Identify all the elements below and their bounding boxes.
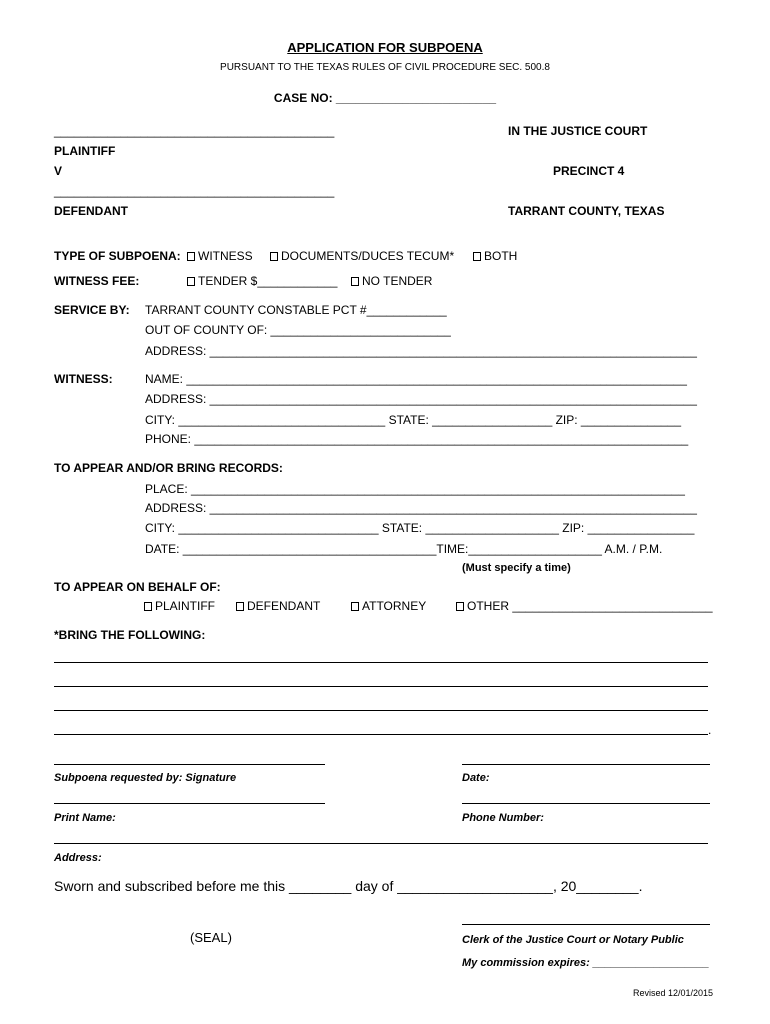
form-title: APPLICATION FOR SUBPOENA (287, 40, 483, 55)
defendant-name-line[interactable]: __________________________________________ (54, 184, 335, 198)
revised-date: Revised 12/01/2015 (633, 988, 714, 998)
witness-checkbox[interactable]: WITNESS (187, 249, 253, 263)
checkbox-icon (351, 602, 359, 611)
precinct-label: PRECINCT 4 (553, 164, 625, 178)
witness-address-field[interactable]: ADDRESS: _________________________________________________________________________ (145, 392, 697, 406)
witness-name-field[interactable]: NAME: ___________________________________________________________________________ (145, 372, 687, 386)
checkbox-icon (456, 602, 464, 611)
checkbox-icon (144, 602, 152, 611)
defendant-label: DEFENDANT (54, 204, 128, 218)
checkbox-icon (473, 252, 481, 261)
behalf-of-label: TO APPEAR ON BEHALF OF: (54, 580, 221, 594)
justice-court-label: IN THE JUSTICE COURT (508, 124, 648, 138)
form-subtitle: PURSUANT TO THE TEXAS RULES OF CIVIL PROCEDURE SEC. 500.8 (220, 62, 550, 73)
seal-label: (SEAL) (190, 930, 232, 945)
type-of-subpoena-label: TYPE OF SUBPOENA: (54, 249, 181, 263)
print-name-label: Print Name: (54, 812, 116, 824)
checkbox-icon (351, 277, 359, 286)
signature-line[interactable] (54, 764, 325, 765)
signature-label: Subpoena requested by: Signature (54, 772, 237, 784)
bring-following-label: *BRING THE FOLLOWING: (54, 628, 206, 642)
witness-label: WITNESS: (54, 372, 113, 386)
behalf-plaintiff-checkbox[interactable]: PLAINTIFF (144, 599, 215, 613)
print-name-line[interactable] (54, 803, 325, 804)
case-number-field[interactable]: CASE NO: ________________________ (273, 91, 497, 105)
clerk-signature-line[interactable] (462, 924, 710, 925)
must-specify-time-note: (Must specify a time) (462, 562, 571, 574)
behalf-other-checkbox[interactable]: OTHER ______________________________ (456, 599, 713, 613)
checkbox-icon (270, 252, 278, 261)
appear-address-field[interactable]: ADDRESS: _________________________________________________________________________ (145, 501, 697, 515)
bring-line-2[interactable] (54, 686, 708, 687)
witness-city-state-zip-field[interactable]: CITY: _______________________________ STATE: __________________ ZIP: _______________ (145, 413, 682, 427)
out-of-county-field[interactable]: OUT OF COUNTY OF: ___________________________ (145, 323, 451, 337)
behalf-defendant-checkbox[interactable]: DEFENDANT (236, 599, 320, 613)
witness-fee-label: WITNESS FEE: (54, 274, 140, 288)
service-by-label: SERVICE BY: (54, 303, 130, 317)
checkbox-icon (187, 277, 195, 286)
appear-date-time-field[interactable]: DATE: ______________________________________TIME:____________________ A.M. / P.M. (145, 542, 663, 556)
appear-place-field[interactable]: PLACE: __________________________________________________________________________ (145, 482, 685, 496)
both-checkbox[interactable]: BOTH (473, 249, 517, 263)
bring-period: . (708, 723, 712, 737)
bring-line-1[interactable] (54, 662, 708, 663)
commission-expires-field[interactable]: My commission expires: ___________________ (462, 957, 710, 969)
bring-line-3[interactable] (54, 710, 708, 711)
date-line[interactable] (462, 764, 710, 765)
versus-label: V (54, 164, 63, 178)
date-label: Date: (462, 772, 490, 784)
service-address-field[interactable]: ADDRESS: _________________________________________________________________________ (145, 344, 697, 358)
no-tender-checkbox[interactable]: NO TENDER (351, 274, 432, 288)
clerk-label: Clerk of the Justice Court or Notary Public (462, 934, 684, 946)
behalf-attorney-checkbox[interactable]: ATTORNEY (351, 599, 426, 613)
address-line[interactable] (54, 843, 708, 844)
bring-line-4[interactable] (54, 734, 708, 735)
appear-records-label: TO APPEAR AND/OR BRING RECORDS: (54, 461, 283, 475)
plaintiff-label: PLAINTIFF (54, 144, 116, 158)
checkbox-icon (187, 252, 195, 261)
constable-precinct-field[interactable]: TARRANT COUNTY CONSTABLE PCT #____________ (145, 303, 447, 317)
checkbox-icon (236, 602, 244, 611)
documents-checkbox[interactable]: DOCUMENTS/DUCES TECUM* (270, 249, 454, 263)
address-label: Address: (54, 852, 102, 864)
county-label: TARRANT COUNTY, TEXAS (508, 204, 665, 218)
plaintiff-name-line[interactable]: __________________________________________ (54, 124, 335, 138)
sworn-statement[interactable]: Sworn and subscribed before me this ________ day of ____________________, 20________. (54, 878, 643, 894)
phone-number-label: Phone Number: (462, 812, 544, 824)
phone-number-line[interactable] (462, 803, 710, 804)
appear-city-state-zip-field[interactable]: CITY: ______________________________ STATE: ____________________ ZIP: ________________ (145, 521, 695, 535)
witness-phone-field[interactable]: PHONE: __________________________________________________________________________ (145, 432, 689, 446)
tender-checkbox[interactable]: TENDER $____________ (187, 274, 337, 288)
